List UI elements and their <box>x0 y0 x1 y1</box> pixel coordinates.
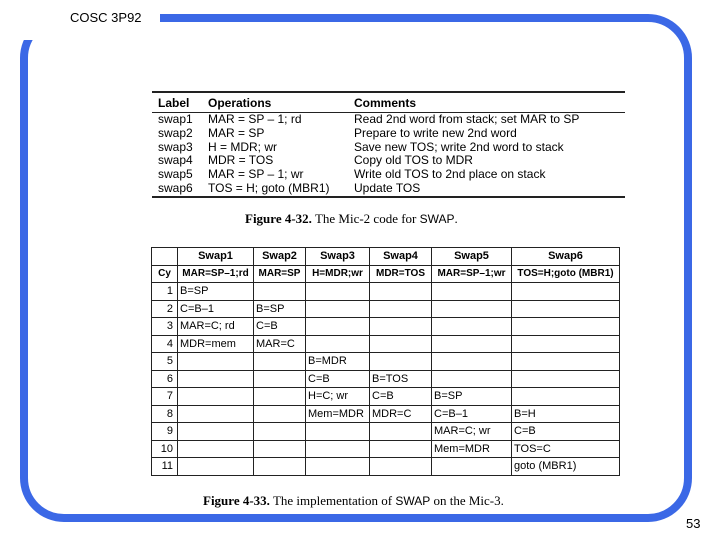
caption-end: . <box>454 211 458 226</box>
cycle-cell: 3 <box>152 318 178 336</box>
operation-cell: TOS=C <box>512 440 620 458</box>
cycle-cell: 8 <box>152 405 178 423</box>
label-cell: swap4 <box>158 153 193 168</box>
operation-cell <box>254 458 306 476</box>
operation-cell <box>178 370 254 388</box>
caption-text: The Mic-2 code for <box>314 211 417 226</box>
table-row <box>152 388 620 406</box>
operation-cell: B=SP <box>254 300 306 318</box>
operation-cell <box>370 335 432 353</box>
table-row <box>152 440 620 458</box>
cycle-cell: 11 <box>152 458 178 476</box>
operation-cell: B=SP <box>178 283 254 301</box>
operations-cell: TOS = H; goto (MBR1) <box>208 180 330 195</box>
page-number: 53 <box>686 516 701 531</box>
operation-cell <box>306 300 370 318</box>
column-header-operations: Operations <box>202 93 348 113</box>
caption-label: Figure 4-33. <box>203 493 270 508</box>
cycle-cell: 1 <box>152 283 178 301</box>
microinstruction-header: MAR=SP–1;wr <box>432 265 512 283</box>
cycle-header: Cy <box>152 265 178 283</box>
operation-cell <box>370 458 432 476</box>
caption-label: Figure 4-32. <box>245 211 312 226</box>
table-row <box>152 127 625 141</box>
operation-cell <box>512 318 620 336</box>
operation-cell <box>370 440 432 458</box>
step-header <box>152 248 178 266</box>
operation-cell <box>306 283 370 301</box>
operation-cell <box>254 405 306 423</box>
operation-cell <box>306 458 370 476</box>
header-row-microinstructions <box>152 265 620 283</box>
operation-cell <box>370 353 432 371</box>
header-row-steps <box>152 248 620 266</box>
comments-cell: Prepare to write new 2nd word <box>354 125 517 140</box>
operation-cell: Mem=MDR <box>432 440 512 458</box>
course-code: COSC 3P92 <box>70 10 142 25</box>
operation-cell: H=C; wr <box>306 388 370 406</box>
operation-cell <box>178 388 254 406</box>
caption-code: SWAP <box>395 494 431 508</box>
operation-cell <box>512 300 620 318</box>
label-cell: swap2 <box>158 125 193 140</box>
caption-text: The implementation of <box>272 493 393 508</box>
operation-cell <box>512 388 620 406</box>
comments-cell: Write old TOS to 2nd place on stack <box>354 167 546 182</box>
step-header: Swap5 <box>432 248 512 266</box>
operation-cell: C=B <box>306 370 370 388</box>
cycle-cell: 10 <box>152 440 178 458</box>
step-header: Swap3 <box>306 248 370 266</box>
operation-cell <box>512 353 620 371</box>
table-header-row <box>152 93 625 113</box>
operations-cell: MAR = SP – 1; wr <box>208 167 304 182</box>
operation-cell <box>178 353 254 371</box>
table-row <box>152 423 620 441</box>
comments-cell: Read 2nd word from stack; set MAR to SP <box>354 112 580 126</box>
operation-cell: MDR=C <box>370 405 432 423</box>
label-cell: swap6 <box>158 180 193 195</box>
table-row <box>152 370 620 388</box>
microinstruction-header: MAR=SP <box>254 265 306 283</box>
operation-cell: C=B <box>370 388 432 406</box>
label-cell: swap1 <box>158 112 193 126</box>
operation-cell: B=TOS <box>370 370 432 388</box>
caption-end: on the Mic-3. <box>433 493 504 508</box>
column-header-comments: Comments <box>348 93 625 113</box>
microinstruction-header: TOS=H;goto (MBR1) <box>512 265 620 283</box>
step-header: Swap4 <box>370 248 432 266</box>
table-row <box>152 458 620 476</box>
operation-cell: Mem=MDR <box>306 405 370 423</box>
table-row <box>152 182 625 196</box>
cycle-cell: 9 <box>152 423 178 441</box>
microinstruction-header: H=MDR;wr <box>306 265 370 283</box>
operation-cell <box>306 318 370 336</box>
table-row <box>152 318 620 336</box>
operation-cell <box>432 335 512 353</box>
operation-cell <box>370 423 432 441</box>
comments-cell: Save new TOS; write 2nd word to stack <box>354 139 564 154</box>
column-header-label: Label <box>152 93 202 113</box>
step-header: Swap2 <box>254 248 306 266</box>
cycle-cell: 2 <box>152 300 178 318</box>
operations-cell: MAR = SP – 1; rd <box>208 112 302 126</box>
table-row <box>152 283 620 301</box>
step-header: Swap1 <box>178 248 254 266</box>
operation-cell <box>178 440 254 458</box>
table-row <box>152 168 625 182</box>
operation-cell <box>306 440 370 458</box>
operation-cell <box>306 423 370 441</box>
operation-cell <box>370 300 432 318</box>
operation-cell <box>512 335 620 353</box>
operation-cell <box>306 335 370 353</box>
operation-cell: MAR=C; wr <box>432 423 512 441</box>
operation-cell <box>254 440 306 458</box>
table-row <box>152 353 620 371</box>
comments-cell: Copy old TOS to MDR <box>354 153 473 168</box>
table-row <box>152 405 620 423</box>
table-row <box>152 113 625 127</box>
cycle-cell: 4 <box>152 335 178 353</box>
operation-cell <box>512 370 620 388</box>
step-header: Swap6 <box>512 248 620 266</box>
operation-cell <box>432 300 512 318</box>
label-cell: swap3 <box>158 139 193 154</box>
table-row <box>152 154 625 168</box>
operation-cell: MDR=mem <box>178 335 254 353</box>
comments-cell: Update TOS <box>354 180 421 195</box>
microinstruction-header: MDR=TOS <box>370 265 432 283</box>
operation-cell <box>432 318 512 336</box>
operation-cell <box>432 458 512 476</box>
microinstruction-header: MAR=SP–1;rd <box>178 265 254 283</box>
operation-cell: B=H <box>512 405 620 423</box>
operation-cell: C=B <box>254 318 306 336</box>
figure-4-32-table <box>152 91 625 198</box>
table-row <box>152 335 620 353</box>
table-row <box>152 141 625 155</box>
table-row <box>152 300 620 318</box>
operation-cell <box>178 405 254 423</box>
operations-cell: MAR = SP <box>208 125 265 140</box>
operations-cell: MDR = TOS <box>208 153 274 168</box>
operation-cell: C=B–1 <box>432 405 512 423</box>
operation-cell <box>254 353 306 371</box>
operation-cell: B=SP <box>432 388 512 406</box>
label-cell: swap5 <box>158 167 193 182</box>
operation-cell: goto (MBR1) <box>512 458 620 476</box>
operation-cell: MAR=C; rd <box>178 318 254 336</box>
operation-cell <box>432 370 512 388</box>
operation-cell: C=B <box>512 423 620 441</box>
operation-cell <box>178 458 254 476</box>
operation-cell <box>254 423 306 441</box>
operation-cell <box>254 370 306 388</box>
figure-4-33-caption <box>203 493 504 509</box>
operation-cell <box>432 283 512 301</box>
cycle-cell: 6 <box>152 370 178 388</box>
operation-cell: MAR=C <box>254 335 306 353</box>
operation-cell <box>370 318 432 336</box>
figure-4-33-table <box>151 247 619 476</box>
figure-4-32-caption <box>245 211 458 227</box>
operation-cell <box>512 283 620 301</box>
caption-code: SWAP <box>419 212 455 226</box>
operation-cell: C=B–1 <box>178 300 254 318</box>
operation-cell <box>254 388 306 406</box>
operations-cell: H = MDR; wr <box>208 139 277 154</box>
operation-cell <box>370 283 432 301</box>
cycle-cell: 5 <box>152 353 178 371</box>
operation-cell <box>178 423 254 441</box>
operation-cell <box>254 283 306 301</box>
cycle-cell: 7 <box>152 388 178 406</box>
operation-cell: B=MDR <box>306 353 370 371</box>
operation-cell <box>432 353 512 371</box>
